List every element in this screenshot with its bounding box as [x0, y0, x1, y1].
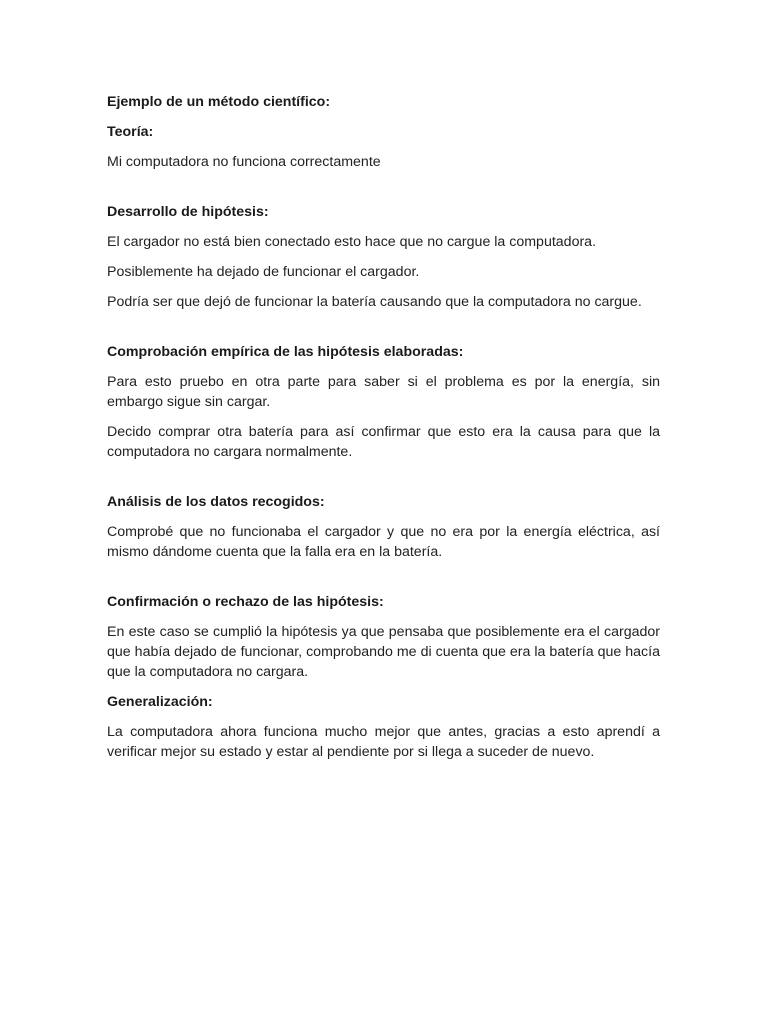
paragraph: En este caso se cumplió la hipótesis ya que pensaba que posiblemente era el cargador que había dejado de funcionar, comprobando me di cuenta que era la batería que hacía que la computadora no cargara. [107, 624, 660, 680]
spacer [107, 322, 660, 342]
spacer [107, 182, 660, 202]
paragraph: Posiblemente ha dejado de funcionar el cargador. [107, 264, 420, 280]
paragraph: Para esto pruebo en otra parte para saber si el problema es por la energía, sin embargo sigue sin cargar. [107, 374, 660, 410]
section-heading-teoria: Teoría: [107, 124, 154, 140]
spacer [107, 472, 660, 492]
spacer [107, 572, 660, 592]
paragraph: Podría ser que dejó de funcionar la batería causando que la computadora no cargue. [107, 294, 642, 310]
section-heading-analisis-datos: Análisis de los datos recogidos: [107, 494, 325, 510]
section-heading-comprobacion-empirica: Comprobación empírica de las hipótesis elaboradas: [107, 344, 464, 360]
paragraph: Decido comprar otra batería para así confirmar que esto era la causa para que la computadora no cargara normalmente. [107, 424, 660, 460]
document-body [107, 92, 660, 772]
document-title: Ejemplo de un método científico: [107, 94, 331, 110]
section-heading-desarrollo-hipotesis: Desarrollo de hipótesis: [107, 204, 269, 220]
paragraph: Mi computadora no funciona correctamente [107, 154, 381, 170]
paragraph: Comprobé que no funcionaba el cargador y que no era por la energía eléctrica, así mismo dándome cuenta que la falla era en la batería. [107, 524, 660, 560]
section-heading-generalizacion: Generalización: [107, 694, 213, 710]
paragraph: El cargador no está bien conectado esto hace que no cargue la computadora. [107, 234, 597, 250]
section-heading-confirmacion-rechazo: Confirmación o rechazo de las hipótesis: [107, 594, 384, 610]
paragraph: La computadora ahora funciona mucho mejor que antes, gracias a esto aprendí a verificar mejor su estado y estar al pendiente por si llega a suceder de nuevo. [107, 724, 660, 760]
